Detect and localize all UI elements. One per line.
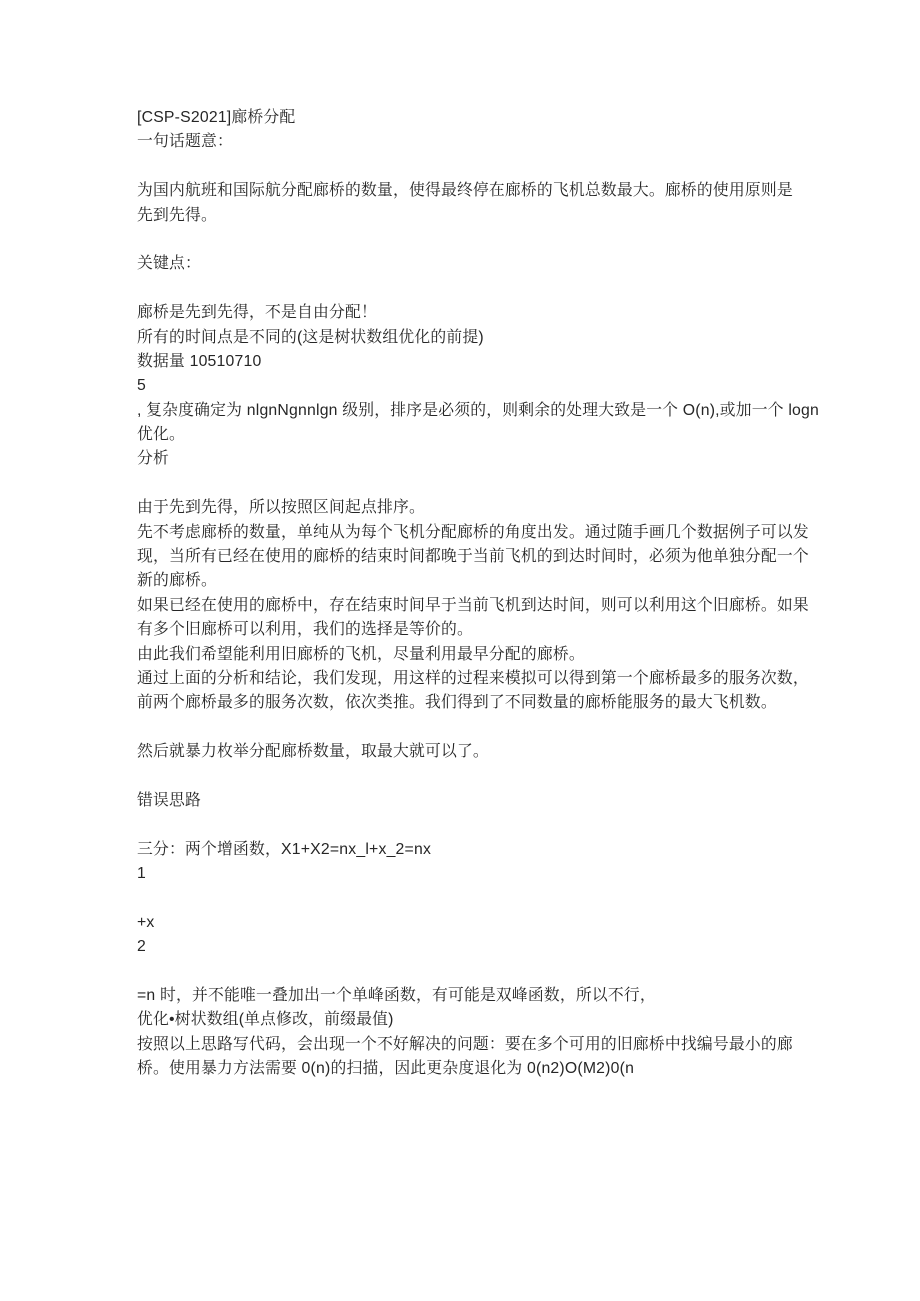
- text-line: [137, 960, 837, 984]
- text-line: 所有的时间点是不同的(这是树状数组优化的前提): [137, 328, 484, 346]
- text-line: , 复杂度确定为 nlgnNgnnlgn 级别，排序是必须的，则剩余的处理大致是一个 O(n),或加一个 logn: [137, 401, 819, 419]
- text-line: 然后就暴力枚举分配廊桥数量，取最大就可以了。: [137, 743, 489, 761]
- text-line: =n 时，并不能唯一叠加出一个单峰函数，有可能是双峰函数，所以不行，: [137, 987, 656, 1005]
- text-line: 先不考虑廊桥的数量，单纯从为每个飞机分配廊桥的角度出发。通过随手画几个数据例子可以发: [137, 523, 809, 541]
- text-line: [137, 887, 837, 911]
- text-line: [137, 813, 837, 837]
- text-line: +x: [137, 913, 155, 931]
- text-line: [137, 765, 837, 789]
- text-line: 1: [137, 865, 146, 883]
- text-line: 如果已经在使用的廊桥中，存在结束时间早于当前飞机到达时间，则可以利用这个旧廊桥。如果: [137, 596, 809, 614]
- text-line: [CSP-S2021]廊桥分配: [137, 109, 296, 126]
- text-line: [137, 472, 837, 496]
- text-line: 数据量 10510710: [137, 352, 262, 370]
- text-line: 分析: [137, 450, 169, 468]
- text-line: 前两个廊桥最多的服务次数，依次类推。我们得到了不同数量的廊桥能服务的最大飞机数。: [137, 694, 777, 712]
- text-line: 通过上面的分析和结论，我们发现，用这样的过程来模拟可以得到第一个廊桥最多的服务次数，: [137, 669, 809, 687]
- text-line: 优化。: [137, 426, 185, 444]
- text-line: 2: [137, 938, 146, 956]
- text-line: 优化•树状数组(单点修改，前缀最值): [137, 1011, 394, 1029]
- text-line: [137, 155, 837, 179]
- text-line: 有多个旧廊桥可以利用，我们的选择是等价的。: [137, 621, 473, 639]
- document-content: [137, 106, 837, 1082]
- text-line: 由此我们希望能利用旧廊桥的飞机，尽量利用最早分配的廊桥。: [137, 645, 585, 663]
- text-line: [137, 716, 837, 740]
- text-line: 新的廊桥。: [137, 572, 217, 590]
- text-line: 一句话题意：: [137, 133, 233, 151]
- text-line: 现，当所有已经在使用的廊桥的结束时间都晚于当前飞机的到达时间时，必须为他单独分配一个: [137, 548, 809, 566]
- text-line: 三分：两个增函数，X1+X2=nx_l+x_2=nx: [137, 840, 432, 858]
- text-line: 廊桥是先到先得，不是自由分配！: [137, 304, 377, 322]
- text-line: 5: [137, 377, 146, 395]
- text-line: 桥。使用暴力方法需要 0(n)的扫描，因此更杂度退化为 0(n2)O(M2)0(n: [137, 1060, 635, 1078]
- text-line: 先到先得。: [137, 206, 217, 224]
- text-line: 关键点：: [137, 255, 201, 273]
- text-line: 按照以上思路写代码，会出现一个不好解决的问题：要在多个可用的旧廊桥中找编号最小的廊: [137, 1035, 793, 1053]
- text-line: 错误思路: [137, 791, 201, 809]
- text-line: [137, 228, 837, 252]
- text-line: [137, 277, 837, 301]
- text-line: 由于先到先得，所以按照区间起点排序。: [137, 499, 425, 517]
- text-line: 为国内航班和国际航分配廊桥的数量，使得最终停在廊桥的飞机总数最大。廊桥的使用原则是: [137, 182, 793, 200]
